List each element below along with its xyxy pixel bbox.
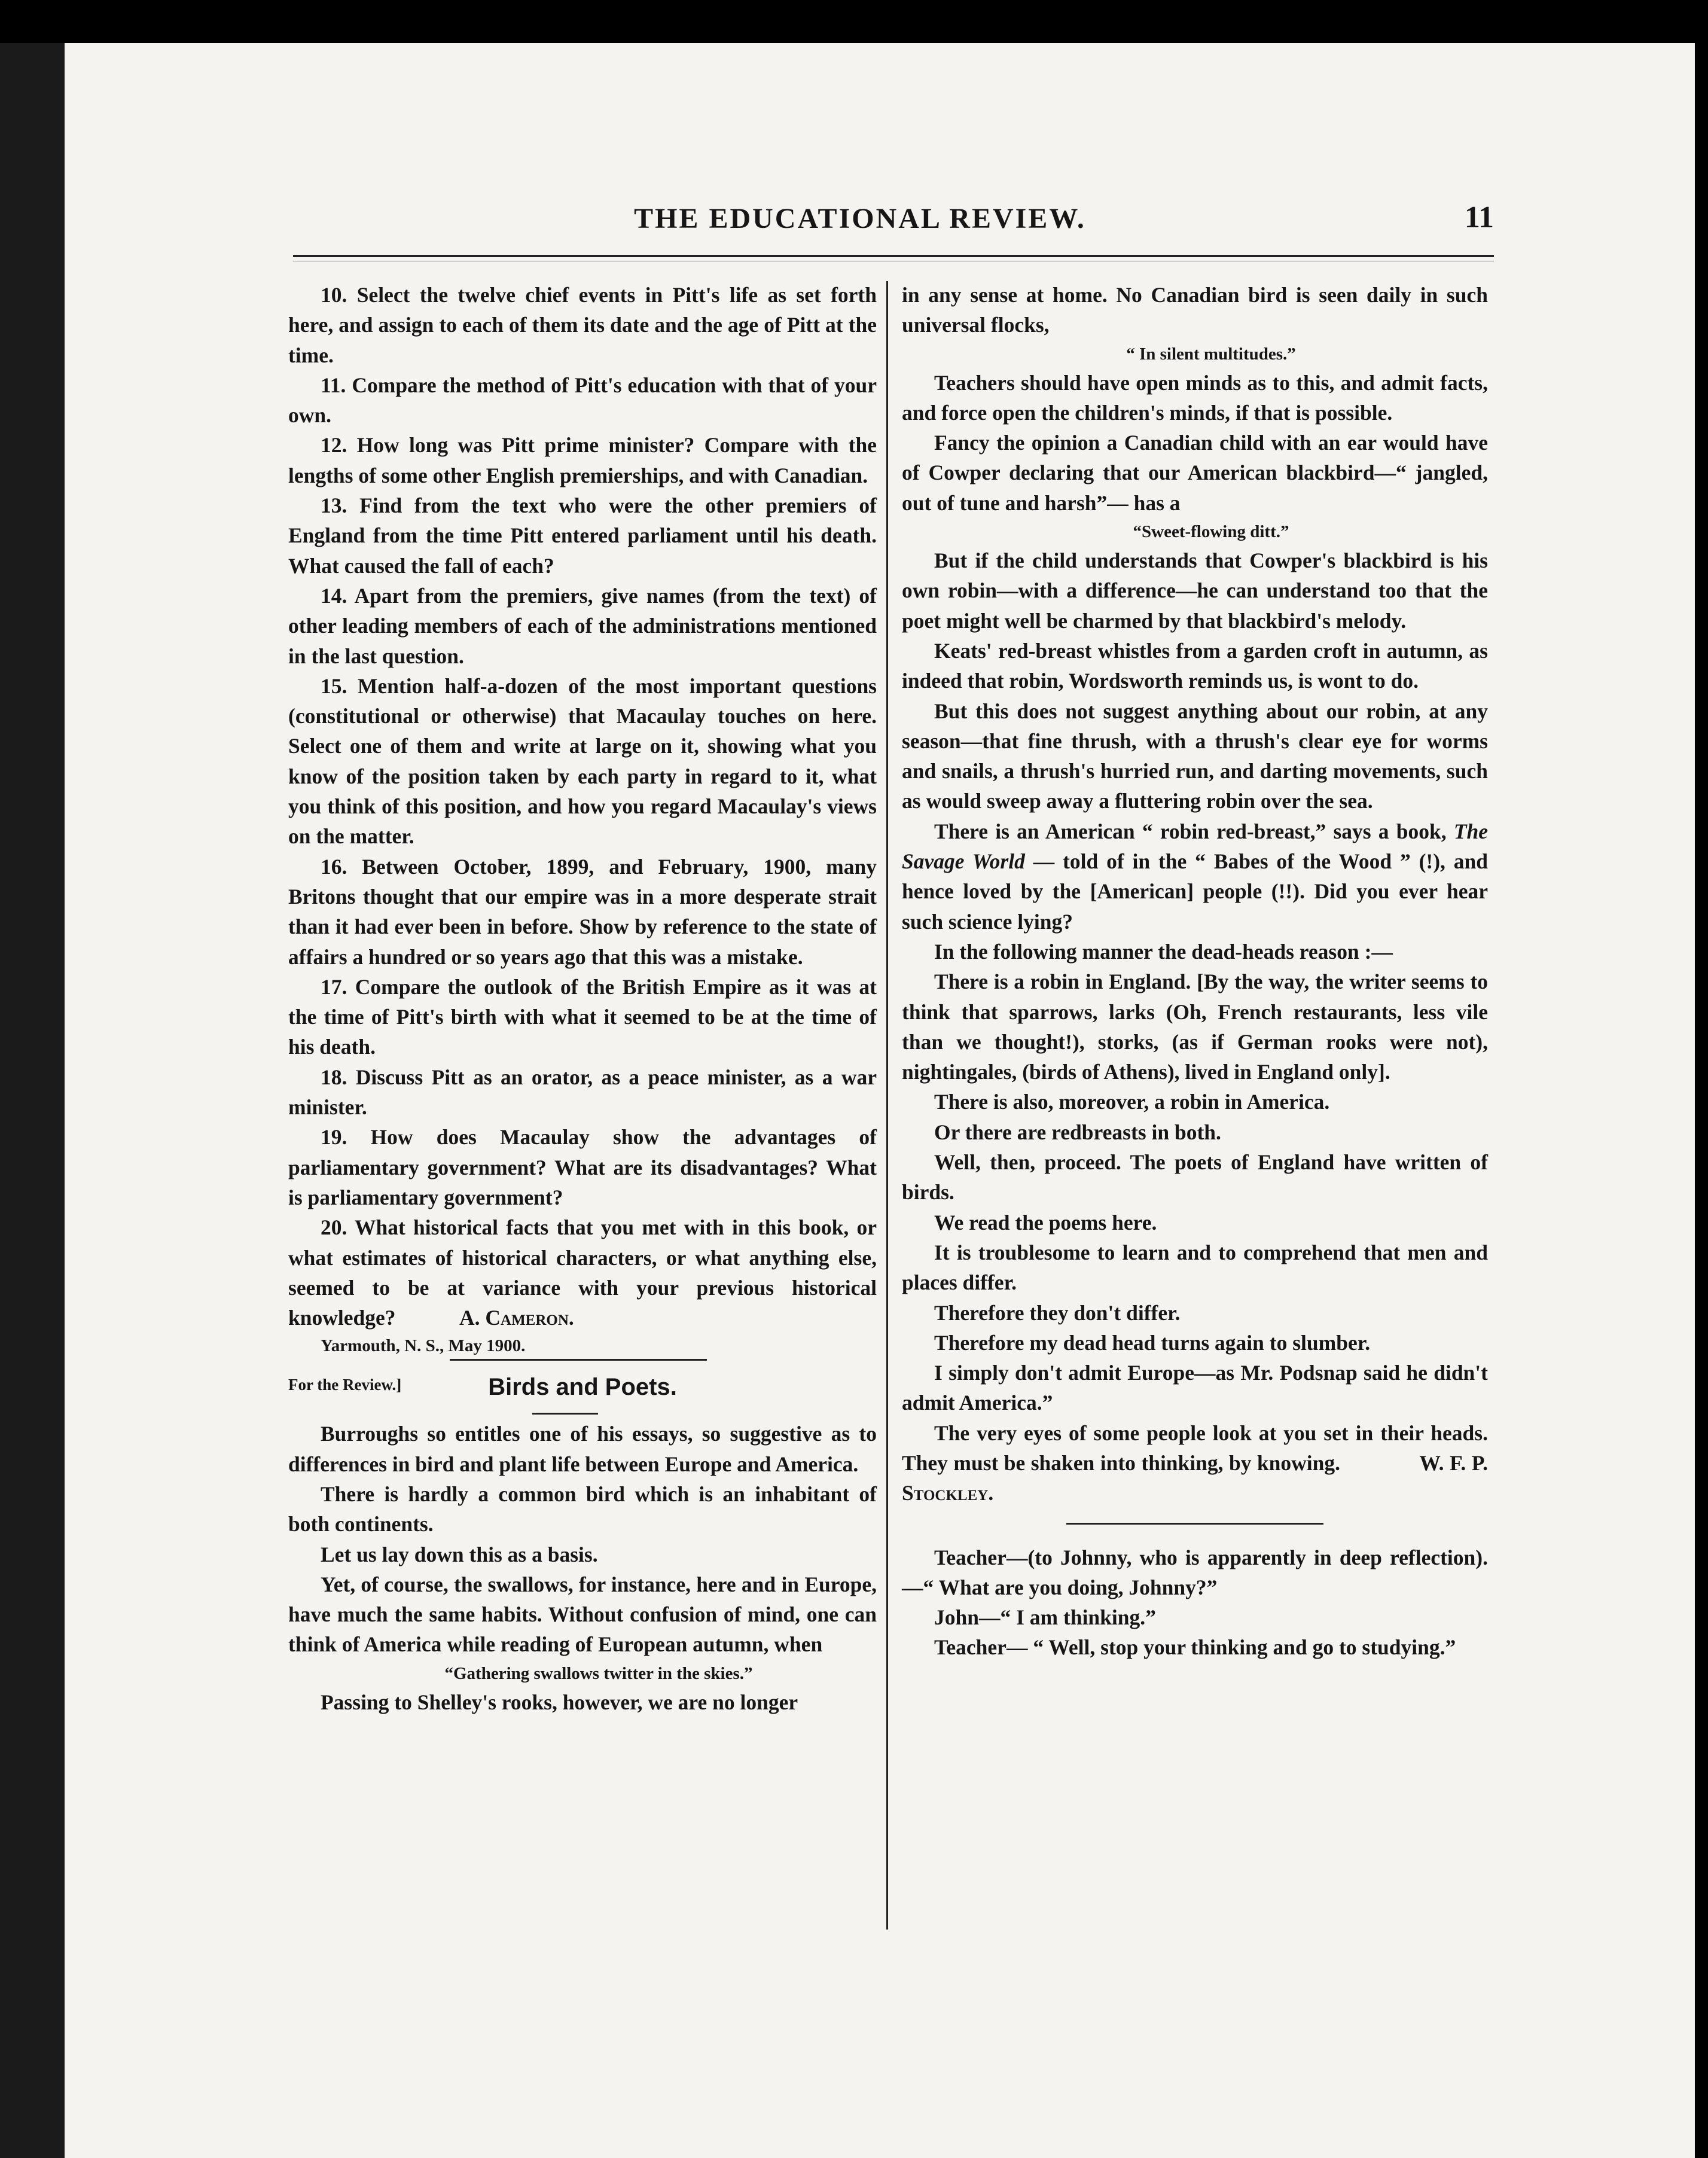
for-review-label: For the Review.]: [288, 1376, 402, 1394]
section-rule: [450, 1359, 707, 1361]
question-10: 10. Select the twelve chief events in Pitt's life as set forth here, and assign to each of them its date and the age of Pitt at the time.: [288, 283, 877, 367]
author-signature: W. F. P. Stockley.: [902, 1450, 1488, 1505]
header-rule: [293, 255, 1494, 257]
joke-line: Teacher—(to Johnny, who is apparently in deep reflection).—“ What are you doing, Johnny?”: [902, 1545, 1488, 1599]
article-title: Birds and Poets.: [488, 1374, 677, 1401]
article-paragraph: There is also, moreover, a robin in America.: [934, 1090, 1330, 1114]
article-heading-block: [288, 1359, 877, 1419]
text-run: — told of in the “ Babes of the Wood ” (!), and hence loved by the [American] people (!!). Did you ever hear such science lying?: [902, 849, 1488, 934]
article-paragraph: Teachers should have open minds as to this, and admit facts, and force open the children's minds, if that is possible.: [902, 370, 1488, 425]
title-underline: [532, 1413, 598, 1415]
article-paragraph: There is a robin in England. [By the way, the writer seems to think that sparrows, larks (Oh, French restaurants, less vile than we thought!), storks, (as if German rooks were not), nightingales, (birds of Athens), lived in England only].: [902, 970, 1488, 1084]
author-signature: A. Cameron.: [459, 1306, 574, 1330]
book-title: The Savage World: [902, 819, 1489, 874]
book-spine-shadow: [0, 43, 65, 2158]
page-header: [226, 202, 1494, 244]
left-column: [288, 280, 877, 1717]
article-paragraph: But if the child understands that Cowper's blackbird is his own robin—with a difference—he can understand too that the poet might well be charmed by that blackbird's melody.: [902, 548, 1488, 633]
article-paragraph: Keats' red-breast whistles from a garden croft in autumn, as indeed that robin, Wordsworth reminds us, is wont to do.: [902, 638, 1488, 693]
article-paragraph: [902, 1418, 1488, 1508]
question-17: 17. Compare the outlook of the British Empire as it was at the time of Pitt's birth with what it seemed to be at the time of his death.: [288, 974, 877, 1059]
page-number: 11: [1464, 200, 1494, 234]
article-paragraph: There is hardly a common bird which is an inhabitant of both continents.: [288, 1482, 877, 1537]
joke-line: John—“ I am thinking.”: [934, 1605, 1156, 1630]
text-run: There is an American “ robin red-breast,” says a book,: [934, 819, 1447, 843]
joke-line: Teacher— “ Well, stop your thinking and go to studying.”: [934, 1635, 1456, 1660]
question-12: 12. How long was Pitt prime minister? Compare with the lengths of some other English premierships, and with Canadian.: [288, 433, 877, 487]
question-14: 14. Apart from the premiers, give names (from the text) of other leading members of each of the administrations mentioned in the last question.: [288, 583, 877, 668]
dateline: Yarmouth, N. S., May 1900.: [321, 1336, 526, 1356]
question-16: 16. Between October, 1899, and February, 1900, many Britons thought that our empire was in a more desperate strait than it had ever been in before. Show by reference to the state of affairs a hundred or so years ago that this was a mistake.: [288, 854, 877, 969]
article-paragraph: Well, then, proceed. The poets of England have written of birds.: [902, 1150, 1488, 1205]
section-rule: [1066, 1523, 1323, 1525]
verse-quote: “ In silent multitudes.”: [1126, 344, 1296, 364]
right-column: [902, 280, 1488, 1663]
article-paragraph: Or there are redbreasts in both.: [934, 1120, 1221, 1144]
article-paragraph: In the following manner the dead-heads reason :—: [934, 939, 1393, 964]
column-divider: [886, 281, 888, 1930]
article-paragraph: Let us lay down this as a basis.: [321, 1542, 598, 1566]
question-18: 18. Discuss Pitt as an orator, as a peace minister, as a war minister.: [288, 1065, 877, 1120]
article-paragraph: Yet, of course, the swallows, for instance, here and in Europe, have much the same habits. Without confusion of mind, one can think of America while reading of European autumn, when: [288, 1572, 877, 1657]
question-20-text: 20. What historical facts that you met with in this book, or what estimates of historical characters, or what anything else, seemed to be at variance with your previous historical knowledge?: [288, 1215, 877, 1330]
article-paragraph: Fancy the opinion a Canadian child with an ear would have of Cowper declaring that our American blackbird—“ jangled, out of tune and harsh”— has a: [902, 431, 1488, 515]
verse-quote: “Sweet-flowing ditt.”: [1133, 522, 1289, 542]
question-20: [288, 1212, 877, 1333]
question-13: 13. Find from the text who were the other premiers of England from the time Pitt entered parliament until his death. What caused the fall of each?: [288, 493, 877, 578]
article-paragraph: Therefore my dead head turns again to slumber.: [934, 1330, 1371, 1355]
article-paragraph: Therefore they don't differ.: [934, 1300, 1181, 1325]
article-paragraph: Passing to Shelley's rooks, however, we are no longer: [321, 1690, 798, 1714]
running-title: THE EDUCATIONAL REVIEW.: [634, 203, 1086, 234]
article-paragraph: [902, 816, 1488, 937]
article-paragraph: in any sense at home. No Canadian bird is seen daily in such universal flocks,: [902, 283, 1488, 337]
article-paragraph: But this does not suggest anything about our robin, at any season—that fine thrush, with a thrush's clear eye for worms and snails, a thrush's hurried run, and darting movements, such as would sweep away a fluttering robin over the sea.: [902, 699, 1488, 813]
article-paragraph: Burroughs so entitles one of his essays, so suggestive as to differences in bird and plant life between Europe and America.: [288, 1422, 877, 1476]
question-11: 11. Compare the method of Pitt's education with that of your own.: [288, 373, 877, 428]
article-paragraph: It is troublesome to learn and to comprehend that men and places differ.: [902, 1240, 1488, 1295]
question-15: 15. Mention half-a-dozen of the most important questions (constitutional or otherwise) that Macaulay touches on here. Select one of them and write at large on it, showing what you know of the position taken by each party in regard to it, what you think of this position, and how you regard Macaulay's views on the matter.: [288, 673, 877, 849]
article-paragraph: We read the poems here.: [934, 1210, 1157, 1235]
question-19: 19. How does Macaulay show the advantages of parliamentary government? What are its disadvantages? What is parliamentary government?: [288, 1125, 877, 1209]
article-paragraph: I simply don't admit Europe—as Mr. Podsnap said he didn't admit America.”: [902, 1361, 1488, 1415]
text-run: The very eyes of some people look at you set in their heads. They must be shaken into thinking, by knowing.: [902, 1421, 1488, 1475]
verse-quote: “Gathering swallows twitter in the skies.”: [444, 1663, 753, 1683]
